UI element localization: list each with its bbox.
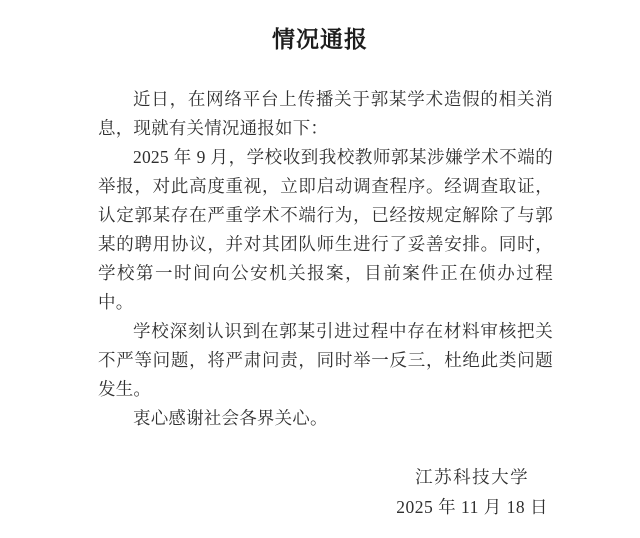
signature-block (396, 462, 548, 522)
paragraph-intro: 近日，在网络平台上传播关于郭某学术造假的相关消息，现就有关情况通报如下： (98, 89, 553, 138)
document-title: 情况通报 (272, 26, 368, 52)
paragraph-accountability: 学校深刻认识到在郭某引进过程中存在材料审核把关不严等问题，将严肃问责，同时举一反三，杜绝此类问题发生。 (98, 321, 553, 399)
signature-date: 2025 年 11 月 18 日 (396, 497, 548, 517)
signature-organization: 江苏科技大学 (415, 467, 530, 487)
paragraph-thanks: 衷心感谢社会各界关心。 (133, 408, 328, 428)
document-body (0, 85, 640, 433)
paragraph-investigation: 2025 年 9 月，学校收到我校教师郭某涉嫌学术不端的举报，对此高度重视，立即启动调查程序。经调查取证，认定郭某存在严重学术不端行为，已经按规定解除了与郭某的聘用协议，并对其团队师生进行了妥善安排。同时，学校第一时间向公安机关报案，目前案件正在侦办过程中。 (98, 147, 553, 312)
